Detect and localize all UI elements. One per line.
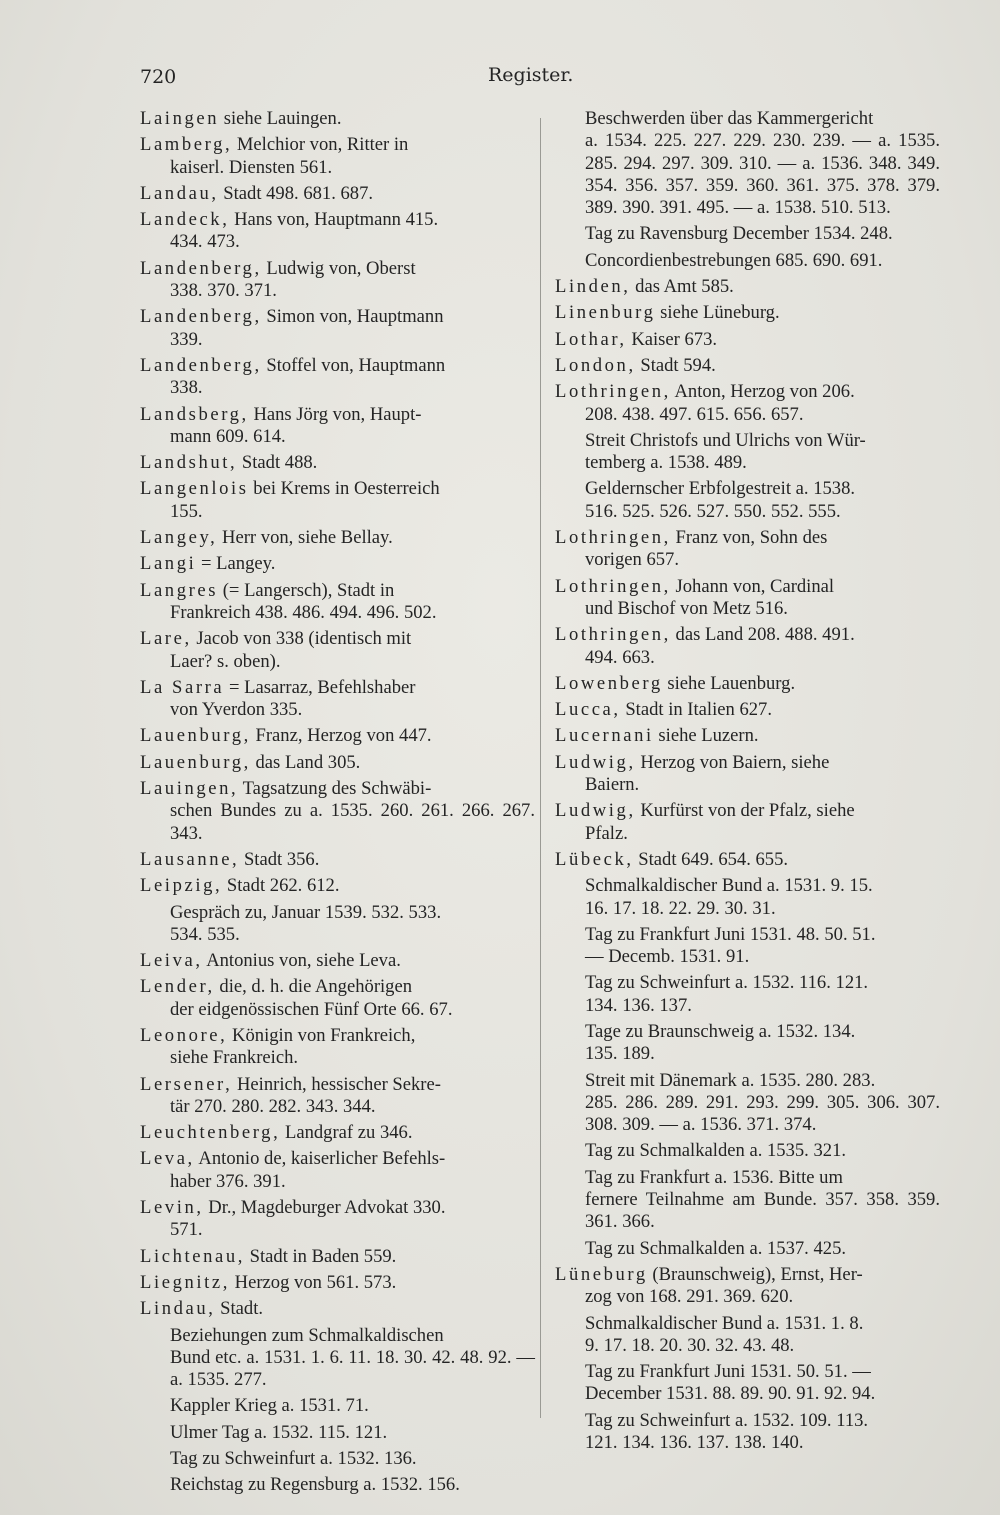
entry-continuation: 285. 286. 289. 291. 293. 299. 305. 306. 307. 308. 309. — a. 1536. 371. 374.: [585, 1091, 940, 1136]
entry-text: Tag zu Schmalkalden a. 1535. 321.: [585, 1140, 847, 1162]
entry-text: Königin von Frankreich,: [227, 1024, 416, 1046]
entry-text: Kappler Krieg a. 1531. 71.: [170, 1395, 369, 1417]
entry-text: das Land 305.: [250, 751, 361, 773]
entry-headword: Landenberg,: [140, 354, 262, 376]
index-entry: [555, 276, 940, 298]
page-number: 720: [140, 66, 177, 88]
entry-headword: Leiva,: [140, 950, 203, 972]
index-subentry: [555, 1021, 940, 1066]
index-entry: [140, 183, 535, 205]
entry-continuation: 155.: [170, 500, 203, 522]
entry-continuation: Laer? s. oben).: [170, 650, 281, 672]
index-entry: [555, 527, 940, 572]
index-subentry: [555, 875, 940, 920]
index-subentry: [555, 1070, 940, 1137]
index-entry: [555, 355, 940, 377]
entry-text: Herzog von Baiern, siehe: [635, 751, 830, 773]
index-column-left: [140, 108, 535, 1501]
index-subentry: [555, 430, 940, 475]
entry-continuation: 338.: [170, 377, 203, 399]
index-entry: [140, 404, 535, 449]
entry-text: Anton, Herzog von 206.: [670, 381, 855, 403]
index-subentry: [555, 1167, 940, 1234]
entry-text: Hans von, Hauptmann 415.: [229, 209, 439, 231]
entry-text: Schmalkaldischer Bund a. 1531. 9. 15.: [585, 875, 873, 897]
index-entry: [140, 580, 535, 625]
entry-text: (= Langersch), Stadt in: [218, 579, 395, 601]
entry-continuation: Bund etc. a. 1531. 1. 6. 11. 18. 30. 42. 48. 92. — a. 1535. 277.: [170, 1346, 535, 1391]
index-entry: [140, 725, 535, 747]
entry-text: Stoffel von, Hauptmann: [261, 354, 446, 376]
entry-headword: Leonore,: [140, 1024, 228, 1046]
index-subentry: [140, 1395, 535, 1417]
entry-headword: Landeck,: [140, 209, 230, 231]
entry-continuation: 121. 134. 136. 137. 138. 140.: [585, 1432, 804, 1454]
entry-continuation: vorigen 657.: [585, 549, 679, 571]
index-entry: [140, 950, 535, 972]
entry-text: Antonio de, kaiserlicher Befehls-: [194, 1148, 446, 1170]
entry-text: siehe Lüneburg.: [655, 302, 780, 324]
index-subentry: [555, 924, 940, 969]
entry-headword: Lender,: [140, 976, 215, 998]
index-entry: [140, 1272, 535, 1294]
entry-text: siehe Luzern.: [653, 725, 759, 747]
entry-text: Stadt 488.: [237, 452, 318, 474]
index-entry: [555, 302, 940, 324]
entry-text: Tag zu Schweinfurt a. 1532. 109. 113.: [585, 1409, 869, 1431]
entry-continuation: a. 1534. 225. 227. 229. 230. 239. — a. 1535. 285. 294. 297. 309. 310. — a. 1536. 348. 349. 354. 356. 357. 359. 360. 361. 375. 378. 379. 389. 390. 391. 495. — a. 1538. 510. 513.: [585, 130, 940, 219]
index-entry: [140, 306, 535, 351]
entry-text: Beschwerden über das Kammergericht: [585, 108, 874, 129]
index-entry: [555, 800, 940, 845]
index-entry: [140, 1246, 535, 1268]
entry-headword: Linenburg: [555, 302, 656, 324]
entry-text: Stadt 262. 612.: [222, 875, 340, 897]
entry-headword: Lamberg,: [140, 134, 233, 156]
entry-text: Stadt 649. 654. 655.: [633, 848, 789, 870]
entry-text: das Land 208. 488. 491.: [670, 624, 855, 646]
entry-text: Stadt in Italien 627.: [620, 699, 772, 721]
entry-continuation: 134. 136. 137.: [585, 994, 692, 1016]
entry-text: Tag zu Schmalkalden a. 1537. 425.: [585, 1237, 847, 1259]
entry-text: Stadt 498. 681. 687.: [218, 182, 374, 204]
entry-headword: Linden,: [555, 276, 631, 298]
index-entry: [555, 624, 940, 669]
index-entry: [140, 108, 535, 130]
entry-text: Tag zu Frankfurt Juni 1531. 48. 50. 51.: [585, 923, 876, 945]
entry-text: Dr., Magdeburger Advokat 330.: [203, 1197, 446, 1219]
index-entry: [140, 355, 535, 400]
entry-headword: Langres: [140, 579, 219, 601]
entry-text: Herr von, siehe Bellay.: [217, 527, 393, 549]
entry-headword: Leipzig,: [140, 875, 223, 897]
entry-headword: Leva,: [140, 1148, 195, 1170]
index-entry: [555, 576, 940, 621]
index-subentry: [555, 1140, 940, 1162]
entry-text: Ulmer Tag a. 1532. 115. 121.: [170, 1421, 388, 1443]
entry-text: Gespräch zu, Januar 1539. 532. 533.: [170, 901, 442, 923]
entry-text: Stadt in Baden 559.: [245, 1245, 397, 1267]
entry-continuation: Baiern.: [585, 774, 640, 796]
entry-headword: Lothringen,: [555, 527, 671, 549]
entry-headword: Lersener,: [140, 1073, 233, 1095]
index-entry: [140, 553, 535, 575]
entry-continuation: Frankreich 438. 486. 494. 496. 502.: [170, 601, 437, 623]
entry-headword: Ludwig,: [555, 800, 636, 822]
entry-text: Melchior von, Ritter in: [232, 134, 409, 156]
index-entry: [140, 452, 535, 474]
index-entry: [140, 677, 535, 722]
index-subentry: [555, 1238, 940, 1260]
index-entry: [140, 1197, 535, 1242]
entry-continuation: fernere Teilnahme am Bunde. 357. 358. 359. 361. 366.: [585, 1189, 940, 1233]
index-subentry: [555, 972, 940, 1017]
entry-text: das Amt 585.: [630, 276, 734, 298]
index-subentry: [555, 108, 940, 219]
running-head: Register.: [488, 64, 574, 86]
entry-text: Hans Jörg von, Haupt-: [248, 403, 422, 425]
index-subentry: [555, 223, 940, 245]
entry-text: = Lasarraz, Befehlshaber: [224, 676, 416, 698]
entry-text: Tag zu Frankfurt a. 1536. Bitte um: [585, 1166, 843, 1188]
entry-headword: Liegnitz,: [140, 1271, 231, 1293]
entry-text: Antonius von, siehe Leva.: [202, 950, 401, 972]
index-entry: [555, 381, 940, 426]
index-entry: [140, 1298, 535, 1320]
entry-continuation: 338. 370. 371.: [170, 280, 277, 302]
entry-text: bei Krems in Oesterreich: [248, 478, 440, 500]
entry-headword: Lauenburg,: [140, 751, 251, 773]
index-entry: [140, 478, 535, 523]
index-subentry: [555, 250, 940, 272]
entry-text: Tag zu Schweinfurt a. 1532. 116. 121.: [585, 972, 869, 994]
entry-text: Streit mit Dänemark a. 1535. 280. 283.: [585, 1069, 876, 1091]
entry-headword: Lowenberg: [555, 672, 663, 694]
entry-continuation: December 1531. 88. 89. 90. 91. 92. 94.: [585, 1383, 876, 1405]
index-entry: [140, 875, 535, 897]
entry-continuation: — Decemb. 1531. 91.: [585, 946, 750, 968]
entry-headword: London,: [555, 354, 636, 376]
entry-text: Tag zu Schweinfurt a. 1532. 136.: [170, 1448, 417, 1470]
entry-text: Herzog von 561. 573.: [230, 1271, 397, 1293]
entry-text: Franz von, Sohn des: [670, 527, 828, 549]
index-subentry: [140, 902, 535, 947]
index-subentry: [555, 1361, 940, 1406]
index-subentry: [140, 1422, 535, 1444]
entry-continuation: mann 609. 614.: [170, 425, 286, 447]
entry-headword: Lüneburg: [555, 1263, 648, 1285]
entry-text: Schmalkaldischer Bund a. 1531. 1. 8.: [585, 1312, 864, 1334]
entry-headword: Lausanne,: [140, 848, 240, 870]
index-entry: [140, 849, 535, 871]
index-entry: [555, 329, 940, 351]
index-subentry: [140, 1325, 535, 1392]
entry-text: = Langey.: [196, 553, 276, 575]
entry-headword: Langi: [140, 553, 197, 575]
entry-text: Concordienbestrebungen 685. 690. 691.: [585, 249, 883, 271]
entry-text: Tagsatzung des Schwäbi-: [238, 778, 432, 800]
entry-headword: Landenberg,: [140, 257, 262, 279]
entry-headword: Lothringen,: [555, 575, 671, 597]
entry-text: Reichstag zu Regensburg a. 1532. 156.: [170, 1474, 460, 1496]
entry-continuation: siehe Frankreich.: [170, 1047, 299, 1069]
entry-text: Kaiser 673.: [626, 328, 718, 350]
entry-text: Landgraf zu 346.: [280, 1122, 413, 1144]
entry-text: Tag zu Frankfurt Juni 1531. 50. 51. —: [585, 1361, 871, 1383]
index-entry: [140, 527, 535, 549]
index-entry: [555, 673, 940, 695]
entry-continuation: schen Bundes zu a. 1535. 260. 261. 266. 267. 343.: [170, 800, 535, 844]
index-entry: [555, 849, 940, 871]
entry-text: Johann von, Cardinal: [670, 575, 835, 597]
entry-text: Kurfürst von der Pfalz, siehe: [635, 800, 855, 822]
entry-headword: Lübeck,: [555, 848, 634, 870]
index-entry: [140, 1074, 535, 1119]
index-entry: [555, 1264, 940, 1309]
entry-text: Jacob von 338 (identisch mit: [191, 628, 412, 650]
entry-continuation: kaiserl. Diensten 561.: [170, 156, 333, 178]
index-entry: [555, 752, 940, 797]
entry-headword: Lothringen,: [555, 624, 671, 646]
entry-continuation: 516. 525. 526. 527. 550. 552. 555.: [585, 500, 841, 522]
index-subentry: [555, 1313, 940, 1358]
entry-text: Heinrich, hessischer Sekre-: [232, 1073, 441, 1095]
entry-headword: Lichtenau,: [140, 1245, 245, 1267]
entry-continuation: und Bischof von Metz 516.: [585, 597, 788, 619]
entry-headword: Levin,: [140, 1197, 204, 1219]
entry-text: Ludwig von, Oberst: [261, 257, 416, 279]
entry-continuation: 571.: [170, 1219, 203, 1241]
entry-text: Stadt 594.: [635, 354, 716, 376]
entry-headword: Landenberg,: [140, 306, 262, 328]
entry-headword: Lauingen,: [140, 778, 239, 800]
entry-headword: Lothar,: [555, 328, 627, 350]
entry-continuation: 534. 535.: [170, 923, 240, 945]
entry-headword: Lindau,: [140, 1298, 216, 1320]
entry-headword: Lothringen,: [555, 381, 671, 403]
entry-headword: Landsberg,: [140, 403, 249, 425]
entry-continuation: 208. 438. 497. 615. 656. 657.: [585, 403, 804, 425]
entry-continuation: 135. 189.: [585, 1043, 655, 1065]
entry-text: Streit Christofs und Ulrichs von Wür-: [585, 429, 866, 451]
index-entry: [140, 134, 535, 179]
entry-text: siehe Lauenburg.: [662, 672, 796, 694]
index-column-right: [555, 108, 940, 1458]
entry-text: Stadt 356.: [239, 848, 320, 870]
index-entry: [140, 1025, 535, 1070]
index-entry: [140, 1122, 535, 1144]
entry-text: Simon von, Hauptmann: [261, 306, 444, 328]
entry-headword: La Sarra: [140, 676, 225, 698]
entry-headword: Landau,: [140, 182, 219, 204]
entry-text: siehe Lauingen.: [219, 108, 342, 129]
entry-text: Stadt.: [215, 1298, 264, 1320]
index-entry: [140, 778, 535, 845]
index-entry: [140, 976, 535, 1021]
index-entry: [140, 209, 535, 254]
entry-continuation: 339.: [170, 328, 203, 350]
entry-headword: Lare,: [140, 628, 192, 650]
entry-headword: Langey,: [140, 527, 218, 549]
entry-continuation: 494. 663.: [585, 646, 655, 668]
entry-headword: Landshut,: [140, 452, 238, 474]
index-subentry: [140, 1448, 535, 1470]
index-subentry: [555, 478, 940, 523]
entry-text: Geldernscher Erbfolgestreit a. 1538.: [585, 478, 856, 500]
index-entry: [140, 1148, 535, 1193]
entry-headword: Leuchtenberg,: [140, 1122, 281, 1144]
entry-continuation: 9. 17. 18. 20. 30. 32. 43. 48.: [585, 1334, 795, 1356]
index-subentry: [555, 1410, 940, 1455]
index-entry: [555, 725, 940, 747]
entry-continuation: zog von 168. 291. 369. 620.: [585, 1286, 794, 1308]
entry-text: Tage zu Braunschweig a. 1532. 134.: [585, 1020, 856, 1042]
entry-continuation: 16. 17. 18. 22. 29. 30. 31.: [585, 897, 776, 919]
index-entry: [140, 258, 535, 303]
entry-text: Tag zu Ravensburg December 1534. 248.: [585, 223, 893, 245]
entry-headword: Lucernani: [555, 725, 654, 747]
index-entry: [140, 752, 535, 774]
entry-headword: Lauenburg,: [140, 725, 251, 747]
entry-text: (Braunschweig), Ernst, Her-: [647, 1263, 863, 1285]
entry-continuation: haber 376. 391.: [170, 1170, 286, 1192]
entry-headword: Lucca,: [555, 699, 621, 721]
entry-headword: Laingen: [140, 108, 220, 129]
entry-continuation: temberg a. 1538. 489.: [585, 452, 747, 474]
entry-text: die, d. h. die Angehörigen: [214, 976, 413, 998]
index-subentry: [140, 1474, 535, 1496]
entry-continuation: Pfalz.: [585, 822, 628, 844]
index-entry: [140, 628, 535, 673]
entry-text: Beziehungen zum Schmalkaldischen: [170, 1324, 444, 1346]
entry-headword: Ludwig,: [555, 751, 636, 773]
entry-continuation: der eidgenössischen Fünf Orte 66. 67.: [170, 998, 453, 1020]
entry-text: Franz, Herzog von 447.: [250, 725, 432, 747]
column-rule: [540, 118, 541, 1418]
entry-continuation: von Yverdon 335.: [170, 699, 303, 721]
entry-continuation: 434. 473.: [170, 231, 240, 253]
index-entry: [555, 699, 940, 721]
entry-continuation: tär 270. 280. 282. 343. 344.: [170, 1095, 376, 1117]
entry-headword: Langenlois: [140, 478, 249, 500]
